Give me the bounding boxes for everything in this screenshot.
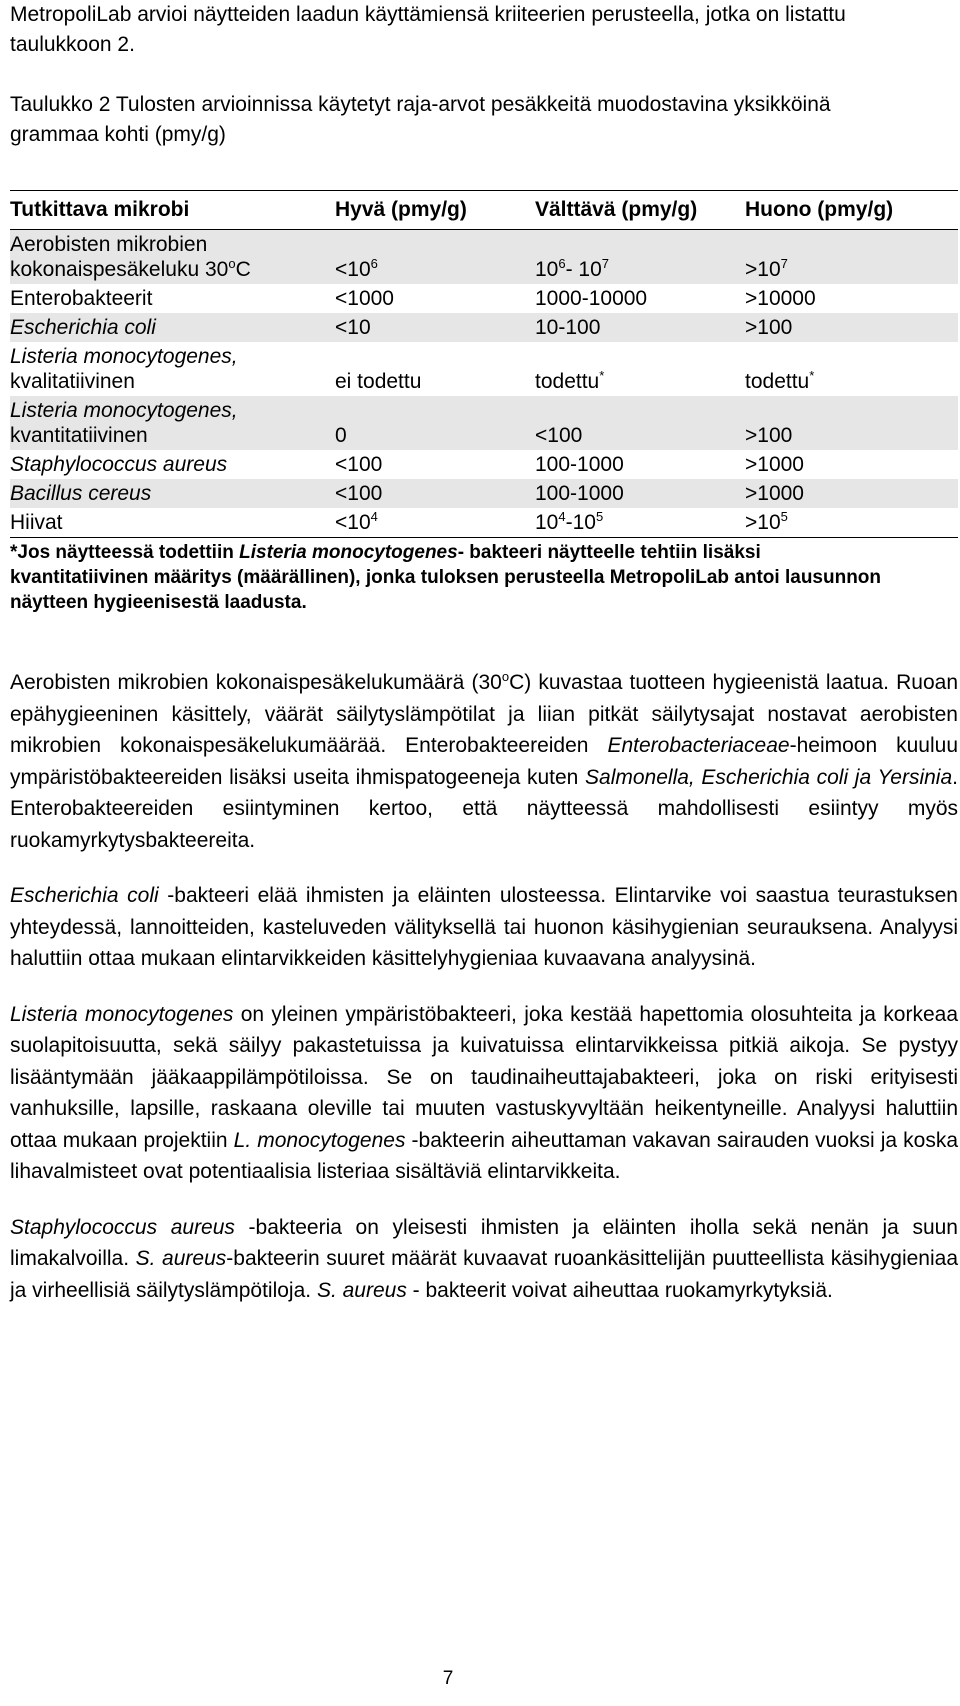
paragraph-staph: Staphylococcus aureus -bakteeria on yleisesti ihmisten ja eläinten iholla sekä nenän ja suun limakalvoilla. S. aureus-bakteerin suuret määrät kuvaavat ruoankäsittelijän puutteellista käsihygieniaa ja virheellisiä säilytyslämpötiloja. S. aureus - bakteerit voivat aiheuttaa ruokamyrkytyksiä. [10,1215,959,1302]
value-fair: 10-100 [535,316,601,339]
header-fair: Välttävä (pmy/g) [535,198,698,221]
row-name-line: Listeria monocytogenes, [10,399,238,422]
value-poor: >100 [745,316,793,339]
value-good: ei todettu [335,370,422,393]
table-row [10,508,958,538]
value-fair: 1000-10000 [535,287,648,310]
row-name [10,230,335,284]
row-name [10,342,335,396]
table-header-row [10,191,958,230]
value-fair: 100-1000 [535,453,624,476]
row-name: Staphylococcus aureus [10,453,228,476]
table-row [10,450,958,479]
paragraph-ecoli: Escherichia coli -bakteeri elää ihmisten ja eläinten ulosteessa. Elintarvike voi saastua teurastuksen yhteydessä, lannoitteiden, kasteluveden välityksellä tai huonon käsihygienian seurauksena. Analyysi haluttiin ottaa mukaan elintarvikkeiden käsittelyhygieniaa kuvaavana analyysinä. [10,884,958,970]
row-name: Escherichia coli [10,316,156,339]
row-name-line: kvalitatiivinen [10,370,135,393]
value-good: <100 [335,453,383,476]
value-poor: $>10^5$ [745,509,788,534]
paragraph-listeria: Listeria monocytogenes on yleinen ympäristöbakteeri, joka kestää hapettomia olosuhteita ja korkeaa suolapitoisuutta, sekä säilyy pakastetuissa ja kuivatuissa elintarvikkeissa pitkiä aikoja. Se pystyy lisääntymään jääkaappilämpötiloissa. Se on taudinaiheuttajabakteeri, joka on riski erityisesti vanhuksille, lapsille, raskaana oleville tai muuten vastuskyvyltään heikentyneille. Analyysi haluttiin ottaa mukaan projektiin L. monocytogenes -bakteerin aiheuttaman vakavan sairauden vuoksi ja koska lihavalmisteet ovat potentiaalisia listeriaa sisältäviä elintarvikkeita. [10,1002,959,1183]
row-name [10,396,335,450]
value-poor: >100 [745,424,793,447]
page-number: 7 [442,1668,454,1689]
criteria-table [10,190,958,615]
value-fair: $10^6-$ $10^7$ [535,256,610,281]
value-good: <1000 [335,287,394,310]
table-caption: Taulukko 2 Tulosten arvioinnissa käytetyt raja-arvot pesäkkeitä muodostavina yksikköinä grammaa kohti (pmy/g) [10,93,831,146]
table-row [10,230,958,284]
table-row [10,313,958,342]
value-poor: $>10^7$ [745,256,788,281]
value-good: <10 [335,316,371,339]
paragraph-aerobic: Aerobisten mikrobien kokonaispesäkelukumäärä (30$^o$C) kuvastaa tuotteen hygieenistä laatua. Ruoan epähygieeninen käsittely, väärät säilytyslämpötilat ja liian pitkät säilytysajat nostavat aerobisten mikrobien kokonaispesäkelukumäärää. Enterobakteereiden Enterobacteriaceae-heimoon kuuluu ympäristöbakteereiden lisäksi useita ihmispatogeeneja kuten Salmonella, Escherichia coli ja Yersinia. Enterobakteereiden esiintyminen kertoo, että näytteessä mahdollisesti esiintyy myös ruokamyrkytysbakteereita. [10,669,959,852]
table-row [10,284,958,313]
row-name-line: kvantitatiivinen [10,424,148,447]
row-name: Bacillus cereus [10,482,152,505]
row-name-line: Aerobisten mikrobien [10,233,208,256]
row-name: Enterobakteerit [10,287,153,310]
header-good: Hyvä (pmy/g) [335,198,467,221]
value-fair: todettu* [535,368,605,393]
row-name-line: Listeria monocytogenes, [10,345,238,368]
value-poor: >10000 [745,287,816,310]
value-good: 0 [335,424,347,447]
row-name-line: kokonaispesäkeluku 30$^o$C [10,256,251,281]
header-poor: Huono (pmy/g) [745,198,894,221]
table-row [10,396,958,450]
table-row [10,342,958,396]
value-poor: >1000 [745,453,804,476]
value-fair: $10^4-10^5$ [535,509,604,534]
row-name: Hiivat [10,511,63,534]
document-page [10,0,958,1306]
value-good: <100 [335,482,383,505]
value-poor: >1000 [745,482,804,505]
header-microbe: Tutkittava mikrobi [10,198,190,221]
value-poor: todettu* [745,368,815,393]
table-footnote: *Jos näytteessä todettiin Listeria monocytogenes- bakteeri näytteelle tehtiin lisäksi kvantitatiivinen määritys (määrällinen), jonka tuloksen perusteella MetropoliLab antoi lausunnon näytteen hygieenisestä laadusta. [10,542,882,613]
table-row [10,479,958,508]
value-good: $<10^4$ [335,509,378,534]
value-fair: <100 [535,424,583,447]
value-good: $<10^6$ [335,256,378,281]
intro-paragraph: MetropoliLab arvioi näytteiden laadun käyttämiensä kriiteerien perusteella, jotka on listattu taulukkoon 2. [10,3,846,56]
value-fair: 100-1000 [535,482,624,505]
